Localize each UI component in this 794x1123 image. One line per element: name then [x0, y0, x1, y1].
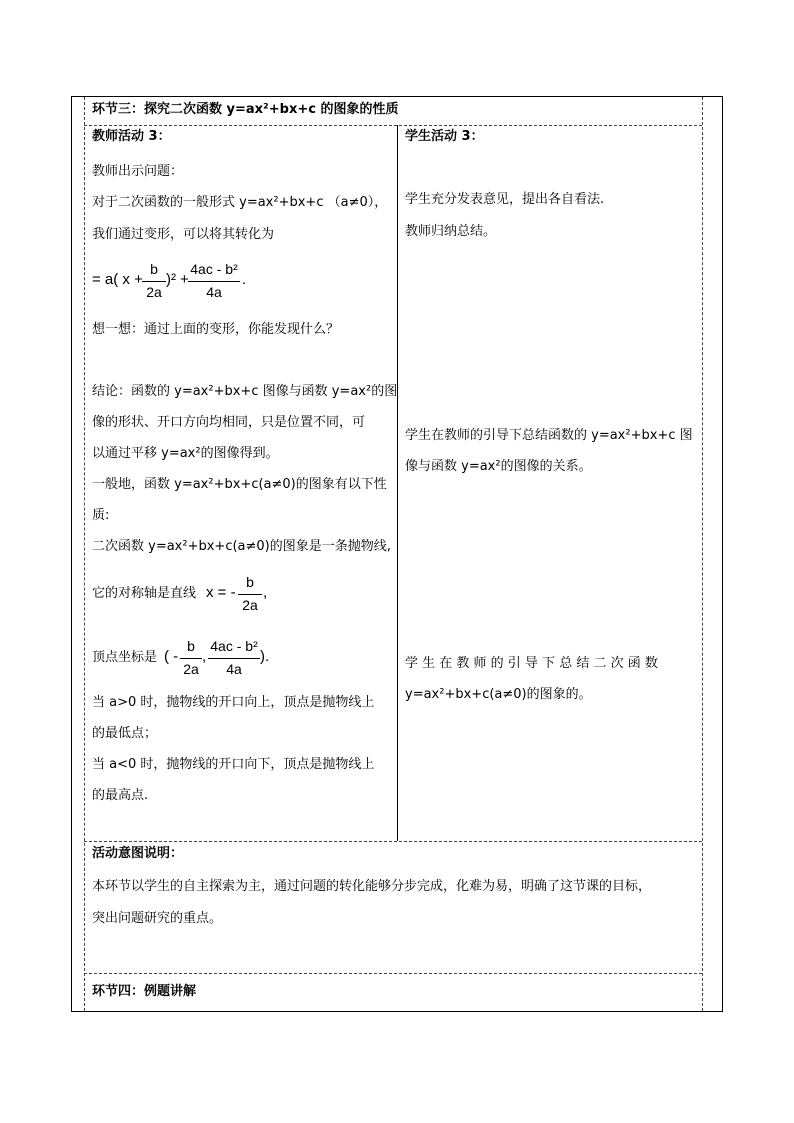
teacher-a-negative-1: 当 a<0 时，抛物线的开口向下，顶点是抛物线上 [92, 757, 375, 772]
student-line-2: 教师归纳总结。 [405, 224, 497, 239]
teacher-a-positive-2: 的最低点； [92, 726, 158, 741]
teacher-activity-header: 教师活动 3： [92, 129, 171, 144]
section4-title: 环节四：例题讲解 [92, 984, 197, 999]
teacher-conclusion-2: 像的形状、开口方向均相同，只是位置不同，可 [92, 415, 366, 430]
section3-title: 环节三：探究二次函数 y=ax²+bx+c 的图象的性质 [92, 102, 399, 117]
table-border-left [71, 96, 72, 1012]
teacher-line-2: 对于二次函数的一般形式 y=ax²+bx+c （a≠0）， [92, 195, 388, 210]
intent-header: 活动意图说明： [92, 846, 184, 861]
section3-divider [84, 125, 702, 126]
student-summary-2: y=ax²+bx+c(a≠0)的图象的。 [405, 687, 592, 702]
section4-divider [84, 973, 702, 974]
student-activity-header: 学生活动 3： [405, 129, 484, 144]
intent-divider [84, 841, 702, 842]
teacher-line-1: 教师出示问题： [92, 164, 184, 179]
inner-border-right [702, 97, 703, 1011]
document-page: 环节三：探究二次函数 y=ax²+bx+c 的图象的性质 教师活动 3： 教师出示问题： 对于二次函数的一般形式 y=ax²+bx+c （a≠0）， 我们通过变形，可以将其转化为 = a( x + b 2a )² + 4ac - b² 4a . 想一想：通过上面的变形，你能发现什么？ 结论：函数的 y=ax²+bx+c 图像与函数 y=ax²的图 像的形状、开口方向均相同，只是位置不同，可 以通过平移 y=ax²的图像得到。 一般地，函数 y=ax²+bx+c(a≠0)的图象有以下性 质: 二次函数 y=ax²+bx+c(a≠0)的图象是一条抛物线, 它的对称轴是直线 x = - b 2a , 顶点坐标是 ( - b 2a , 4ac - b² 4a ). 当 a>0 时，抛物线的开口向上，顶点是抛物线上 的最低点； 当 a<0 时，抛物线的开口向下，顶点是抛物线上 的最高点. 学生活动 3： 学生充分发表意见，提出各自看法. 教师归纳总结。 学生在教师的引导下总结函数的 y=ax²+bx+c 图 像与函数 y=ax²的图像的关系。 学 生 在 教 师 的 引 导 下 总 结 二 次 函 数 y=ax²+bx+c(a≠0)的图象的。 活动意图说明： 本环节以学生的自主探索为主，通过问题的转化能够分步完成，化难为易，明确了这节课的目标， 突出问题研究的重点。 环节四：例题讲解 [0, 0, 794, 1123]
inner-border-left [84, 97, 85, 1011]
teacher-conclusion-3: 以通过平移 y=ax²的图像得到。 [92, 446, 279, 461]
student-guide-2: 像与函数 y=ax²的图像的关系。 [405, 459, 592, 474]
teacher-general-1: 一般地，函数 y=ax²+bx+c(a≠0)的图象有以下性 [92, 477, 387, 492]
student-guide-1: 学生在教师的引导下总结函数的 y=ax²+bx+c 图 [405, 428, 693, 443]
table-border-right [722, 96, 723, 1012]
teacher-a-positive-1: 当 a>0 时，抛物线的开口向上，顶点是抛物线上 [92, 695, 375, 710]
column-divider [397, 125, 398, 841]
teacher-parabola-statement: 二次函数 y=ax²+bx+c(a≠0)的图象是一条抛物线, [92, 539, 391, 554]
student-line-1: 学生充分发表意见，提出各自看法. [405, 192, 605, 207]
teacher-line-3: 我们通过变形，可以将其转化为 [92, 227, 275, 242]
teacher-a-negative-2: 的最高点. [92, 788, 149, 803]
table-border-bottom [71, 1011, 723, 1012]
intent-line-1: 本环节以学生的自主探索为主，通过问题的转化能够分步完成，化难为易，明确了这节课的目标， [92, 879, 652, 894]
intent-line-2: 突出问题研究的重点。 [92, 911, 223, 926]
teacher-general-2: 质: [92, 508, 110, 523]
student-summary-1: 学 生 在 教 师 的 引 导 下 总 结 二 次 函 数 [405, 656, 658, 671]
table-border-top [71, 96, 723, 97]
teacher-think-prompt: 想一想：通过上面的变形，你能发现什么？ [92, 322, 340, 337]
teacher-conclusion-1: 结论：函数的 y=ax²+bx+c 图像与函数 y=ax²的图 [92, 384, 398, 399]
